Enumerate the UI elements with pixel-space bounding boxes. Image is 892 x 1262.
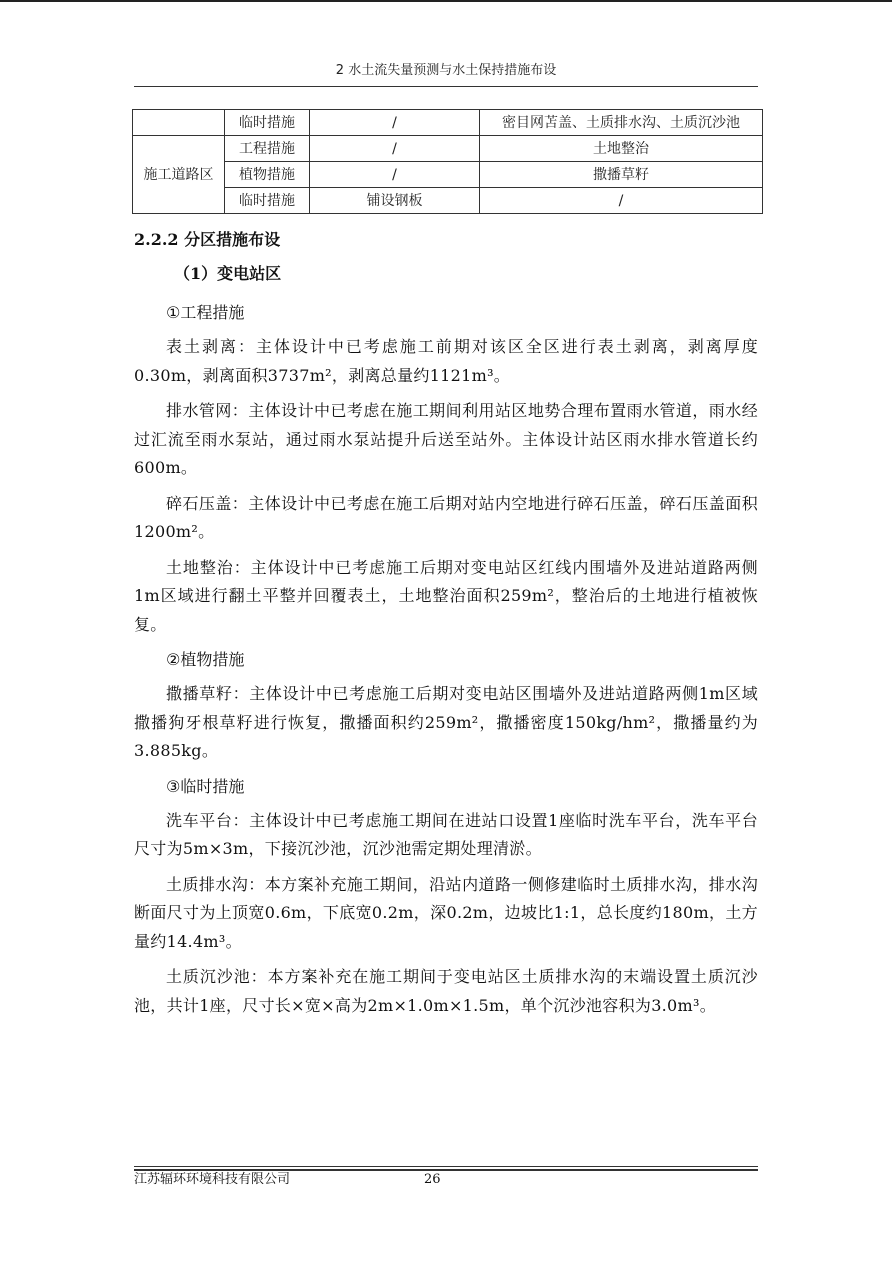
paragraph-grass-seeding: 撒播草籽：主体设计中已考虑施工后期对变电站区围墙外及进站道路两侧1m区域撒播狗牙根草籽进行恢复，撒播面积约259m²，撒播密度150kg/hm²，撒播量约为3.885kg。 xyxy=(134,684,758,760)
section-heading: 2.2.2 分区措施布设 xyxy=(134,230,281,249)
table-cell-added: 撒播草籽 xyxy=(480,162,763,188)
paragraph-drainage-network: 排水管网：主体设计中已考虑在施工期间利用站区地势合理布置雨水管道，雨水经过汇流至雨水泵站，通过雨水泵站提升后送至站外。主体设计站区雨水排水管道长约600m。 xyxy=(134,401,758,477)
table-cell-main: / xyxy=(310,110,480,136)
table-cell-zone xyxy=(133,110,225,136)
table-cell-added: 土地整治 xyxy=(480,136,763,162)
table-cell-added: / xyxy=(480,188,763,214)
subsection-heading: （1）变电站区 xyxy=(174,264,282,283)
table-cell-added: 密目网苫盖、土质排水沟、土质沉沙池 xyxy=(480,110,763,136)
paragraph-car-wash-platform: 洗车平台：主体设计中已考虑施工期间在进站口设置1座临时洗车平台，洗车平台尺寸为5m×3m，下接沉沙池，沉沙池需定期处理清淤。 xyxy=(134,810,758,858)
footer-company: 江苏辐环环境科技有限公司 xyxy=(134,1172,291,1187)
table-cell-main: 铺设钢板 xyxy=(310,188,480,214)
header-rule xyxy=(134,86,758,87)
plant-measures-heading: ②植物措施 xyxy=(166,650,245,669)
footer-rule-thick xyxy=(134,1169,758,1171)
top-border-line xyxy=(0,0,892,2)
paragraph-sedimentation-tank: 土质沉沙池：本方案补充在施工期间于变电站区土质排水沟的末端设置土质沉沙池，共计1座，尺寸长×宽×高为2m×1.0m×1.5m，单个沉沙池容积为3.0m³。 xyxy=(134,967,758,1015)
table-cell-zone: 施工道路区 xyxy=(133,136,225,214)
page-number: 26 xyxy=(424,1172,441,1187)
table-cell-main: / xyxy=(310,162,480,188)
table-cell-main: / xyxy=(310,136,480,162)
table-cell-type: 工程措施 xyxy=(225,136,310,162)
paragraph-land-remediation: 土地整治：主体设计中已考虑施工后期对变电站区红线内围墙外及进站道路两侧1m区域进行翻土平整并回覆表土，土地整治面积259m²，整治后的土地进行植被恢复。 xyxy=(134,557,758,634)
table-row xyxy=(133,110,763,136)
paragraph-earth-drainage-ditch: 土质排水沟：本方案补充施工期间，沿站内道路一侧修建临时土质排水沟，排水沟断面尺寸为上顶宽0.6m，下底宽0.2m，深0.2m，边坡比1:1，总长度约180m，土方量约14.4m³。 xyxy=(134,874,758,951)
table-row xyxy=(133,136,763,162)
table-cell-type: 植物措施 xyxy=(225,162,310,188)
engineering-measures-heading: ①工程措施 xyxy=(166,303,245,322)
main-content xyxy=(134,230,758,1027)
temporary-measures-heading: ③临时措施 xyxy=(166,776,245,796)
footer-rule xyxy=(134,1166,758,1167)
table-cell-type: 临时措施 xyxy=(225,110,310,136)
table-row xyxy=(133,188,763,214)
paragraph-topsoil-stripping: 表土剥离：主体设计中已考虑施工前期对该区全区进行表土剥离，剥离厚度0.30m，剥离面积3737m²，剥离总量约1121m³。 xyxy=(134,337,758,385)
table-cell-type: 临时措施 xyxy=(225,188,310,214)
paragraph-gravel-cover: 碎石压盖：主体设计中已考虑在施工后期对站内空地进行碎石压盖，碎石压盖面积1200m²。 xyxy=(134,493,758,541)
table-row xyxy=(133,162,763,188)
running-header: 2 水土流失量预测与水土保持措施布设 xyxy=(335,63,557,78)
measures-table xyxy=(132,109,763,214)
